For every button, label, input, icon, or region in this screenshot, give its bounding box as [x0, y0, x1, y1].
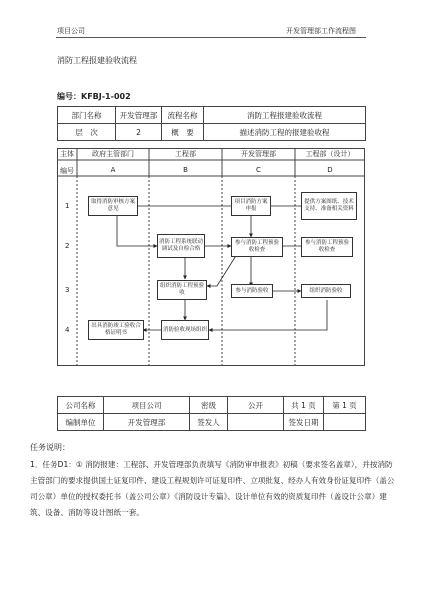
flow-box-a4: 出具消防竣工验收合格证明书: [88, 320, 144, 340]
row-number: 4: [65, 326, 70, 334]
flow-box-d3: 组织消防验收: [301, 284, 351, 298]
info-cell: 开发管理部: [116, 107, 162, 124]
row-number: 2: [65, 242, 70, 250]
lane-header-design: 工程部（设计）: [305, 150, 355, 158]
flow-box-c2: 参与消防工程预验收检查: [231, 237, 283, 257]
footer-cell: 编制单位: [58, 414, 104, 431]
info-cell: 层 次: [58, 124, 116, 141]
footer-cell: 密级: [190, 397, 228, 414]
flow-box-b3: 组织消防工程预验收: [157, 280, 207, 300]
footer-cell: 第 1 页: [324, 397, 366, 414]
footer-cell: 开发管理部: [104, 414, 190, 431]
header-doc-title: 开发管理部工作流程图: [286, 27, 356, 35]
flow-col-label: 编号: [60, 167, 74, 175]
col-label-a: A: [110, 166, 116, 174]
info-table: [57, 106, 366, 141]
header-company: 项目公司: [57, 27, 85, 35]
footer-cell: 公司名称: [58, 397, 104, 414]
doc-title: 消防工程报建验收流程: [57, 56, 137, 65]
footer-cell: 共 1 页: [284, 397, 324, 414]
row-number: 3: [65, 286, 70, 294]
flow-box-d1: 提供方案图纸、技术支持、准备相关资料: [301, 192, 357, 220]
lane-header-development: 开发管理部: [241, 150, 276, 158]
footer-cell: [324, 414, 366, 431]
flow-box-b2: 消防工程系统联动调试及自检合格: [157, 234, 205, 258]
flow-box-b4: 消防验收现场组织: [161, 320, 209, 340]
info-cell: 消防工程报建验收流程: [204, 107, 366, 124]
col-label-c: C: [256, 166, 261, 174]
info-cell: 流程名称: [162, 107, 204, 124]
footer-cell: 公开: [228, 397, 284, 414]
section-heading: 任务说明：: [30, 443, 70, 452]
task-description: 1．任务D1：① 消防报建：工程部、开发管理部负责填写《消防审申报表》初稿（要求签名盖章），并按消防主管部门的要求提供国土证复印件、建设工程规划许可证复印件、立项批复、经办人有效身份证复印件（盖公司公章）单位的授权委托书（盖公司公章）《消防设计专篇》、设计单位有效的资质复印件（盖设计公章）建筑、设备、消防等设计图纸一套。: [30, 460, 395, 517]
footer-cell: [228, 414, 284, 431]
footer-cell: 签发人: [190, 414, 228, 431]
col-label-d: D: [327, 166, 333, 174]
info-cell: 2: [116, 124, 162, 141]
footer-cell: 签发日期: [284, 414, 324, 431]
info-cell: 部门名称: [58, 107, 116, 124]
header-divider: [56, 37, 366, 38]
info-cell: 描述消防工程的报建验收程: [204, 124, 366, 141]
lane-header-government: 政府主管部门: [92, 150, 134, 158]
footer-table: [57, 396, 366, 431]
flow-box-a1: 取得消防审核方案意见: [88, 196, 138, 216]
col-label-b: B: [183, 166, 188, 174]
flow-box-c1: 项目消防方案申报: [231, 196, 271, 216]
footer-cell: 项目公司: [104, 397, 190, 414]
flow-box-c3: 参与消防验收: [231, 284, 273, 298]
info-cell: 概 要: [162, 124, 204, 141]
lane-header-engineering: 工程部: [175, 150, 196, 158]
flow-corner-label: 主体: [60, 150, 74, 158]
doc-code: 编号：KFBJ-1-002: [57, 92, 131, 101]
flow-box-d2: 参与消防工程预验收检查: [301, 237, 353, 257]
row-number: 1: [65, 202, 70, 210]
